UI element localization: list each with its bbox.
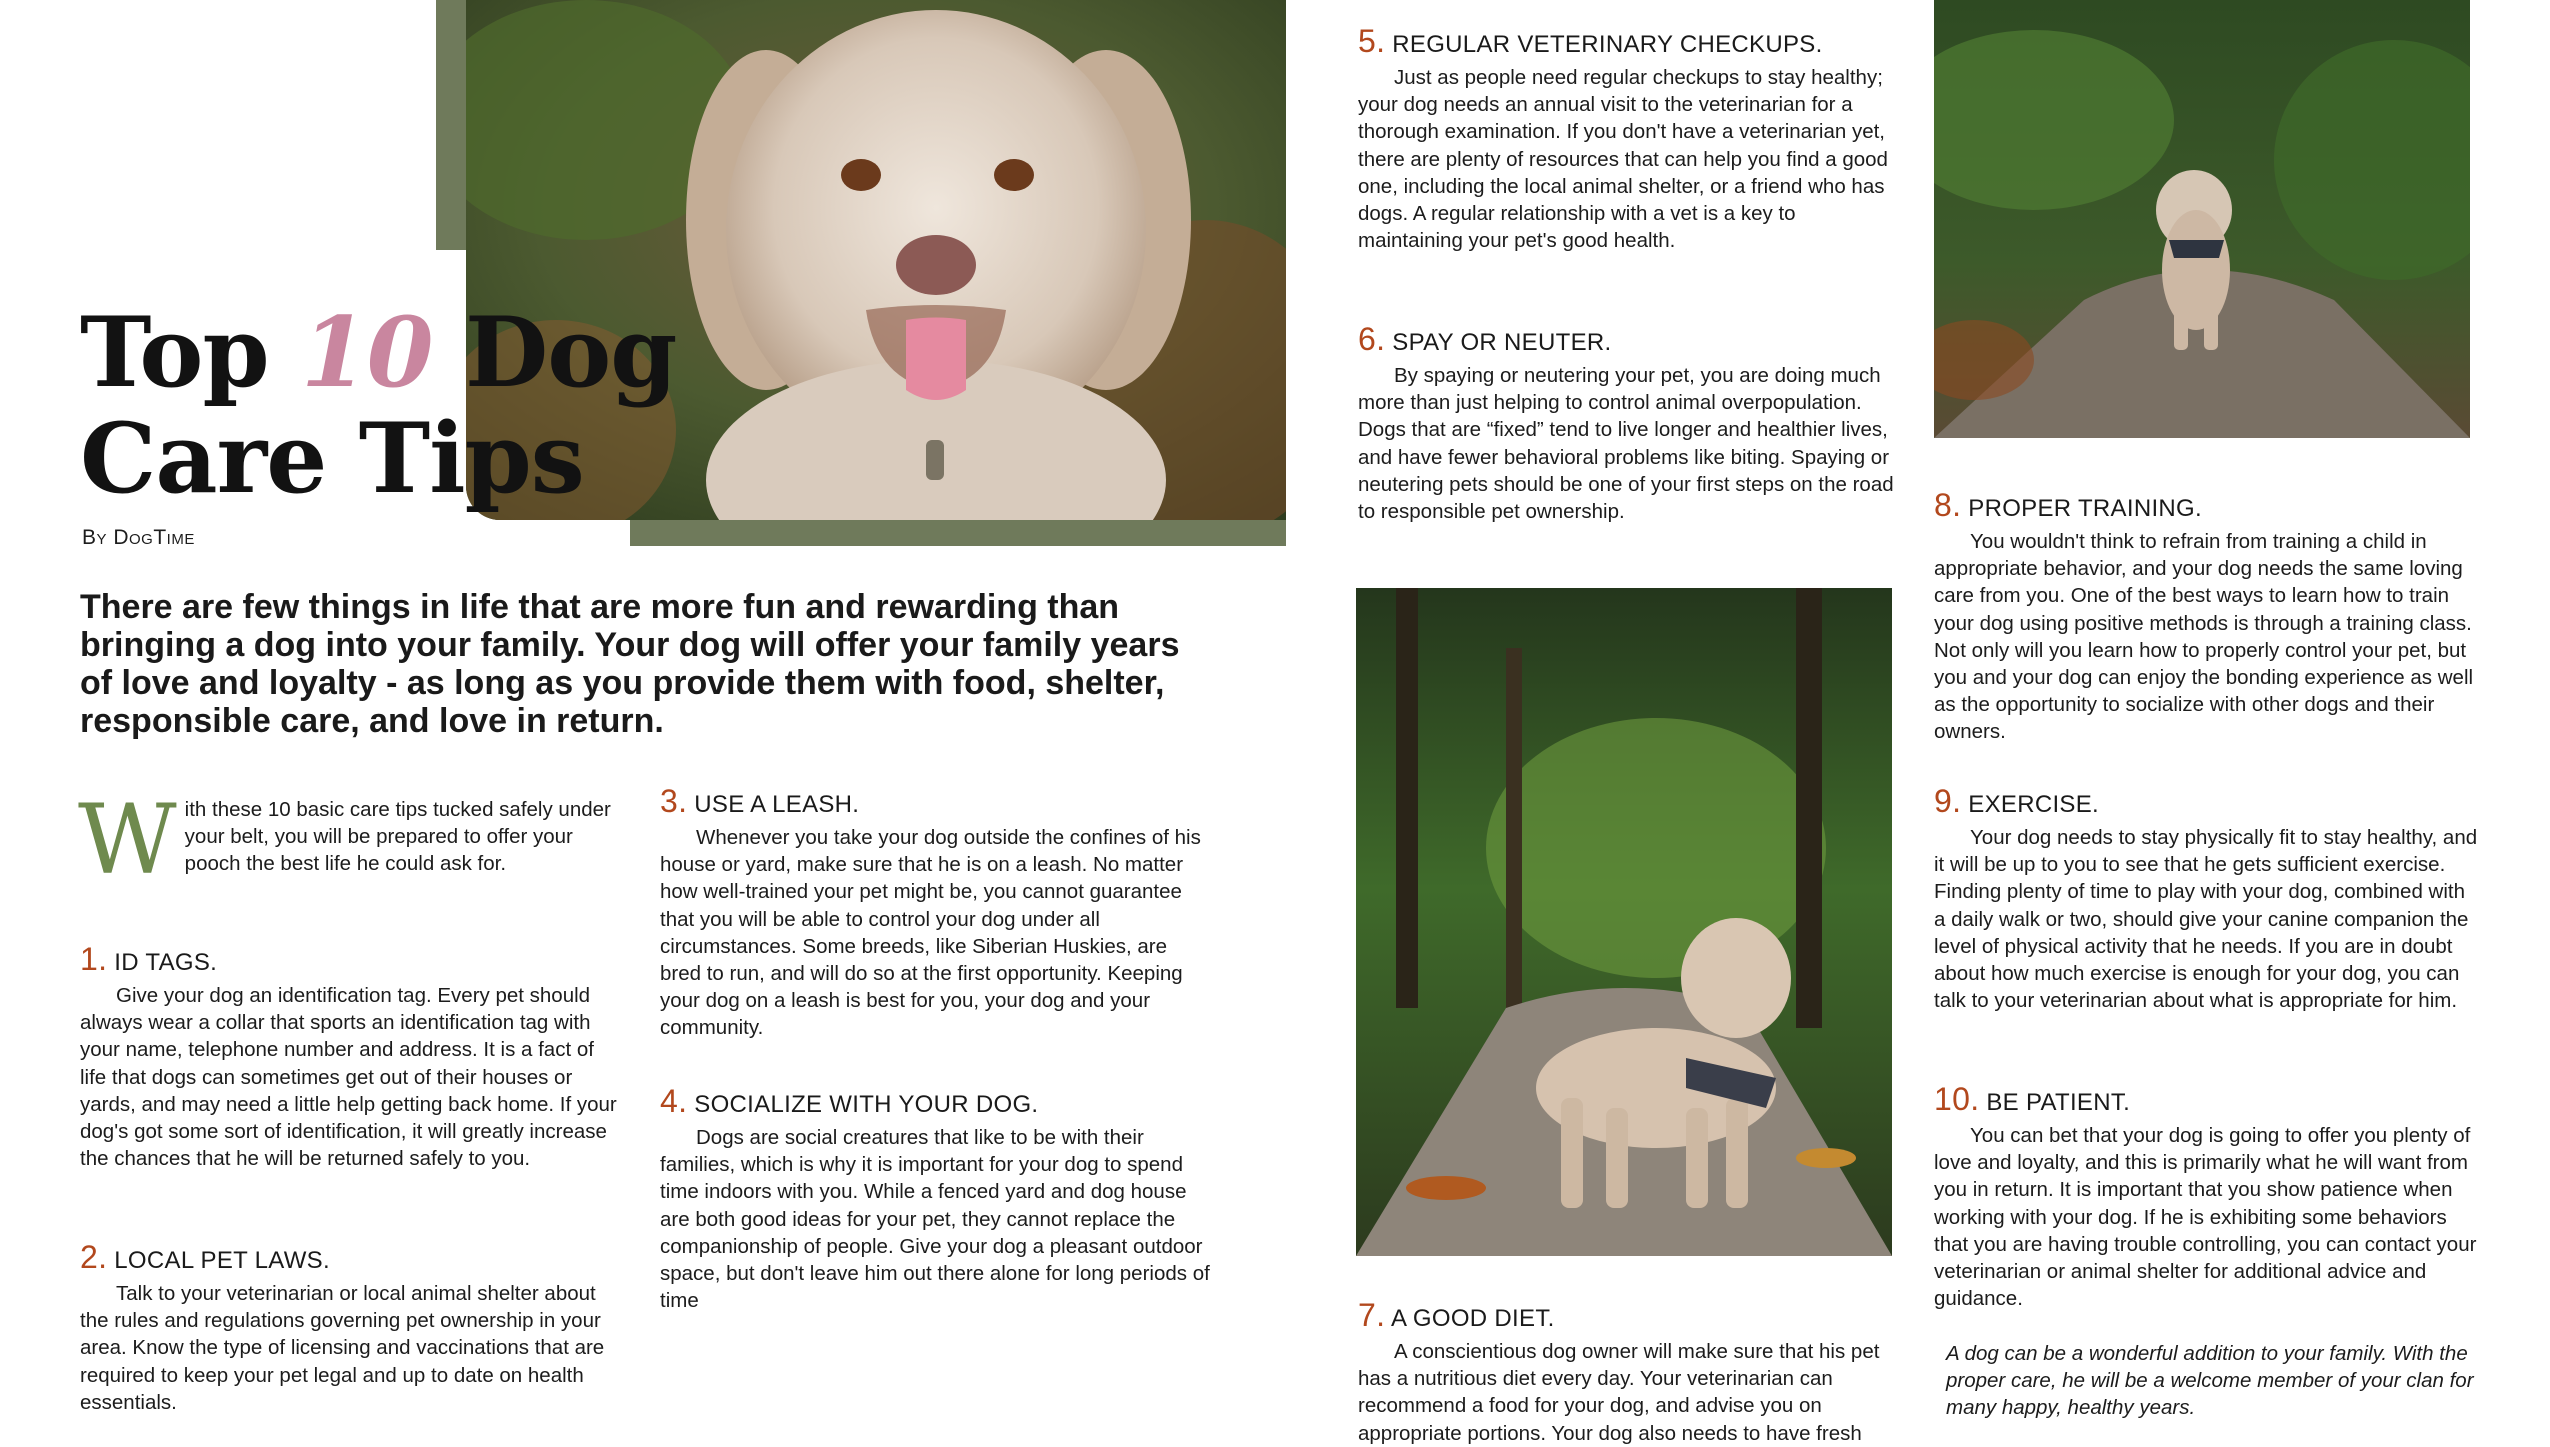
title-number: 10 xyxy=(301,296,433,409)
tip-heading xyxy=(660,783,1210,820)
tip-7 xyxy=(1358,1297,1898,1447)
tip-heading xyxy=(1358,1297,1898,1334)
tip-title: USE A LEASH. xyxy=(694,791,860,818)
tip-number: 9. xyxy=(1934,783,1962,819)
tip-title: REGULAR VETERINARY CHECKUPS. xyxy=(1392,31,1823,58)
tip-heading xyxy=(1358,321,1898,358)
tip-title: ID TAGS. xyxy=(114,949,218,976)
tip-5 xyxy=(1358,23,1898,254)
tip-heading xyxy=(1934,487,2480,524)
tip-title: LOCAL PET LAWS. xyxy=(114,1247,330,1274)
title-text-dog: Dog xyxy=(432,296,677,409)
page-title xyxy=(80,296,677,515)
tip-number: 1. xyxy=(80,941,108,977)
lede-paragraph: There are few things in life that are more fun and rewarding than bringing a dog into your family. Your dog will offer your family years of love and loyalty - as long as you provide them with food, shelter, responsible care, and love in return. xyxy=(80,588,1180,740)
tip-title: SPAY OR NEUTER. xyxy=(1392,329,1612,356)
tip-body: Your dog needs to stay physically fit to stay healthy, and it will be up to you to see that he gets sufficient exercise. Finding plenty of time to play with your dog, combined with a daily walk or two, should give your canine companion the level of physical activity that he needs. If you are in doubt about how much exercise is enough for your dog, you can talk to your veterinarian about what is appropriate for him. xyxy=(1934,826,2478,1013)
tip-number: 7. xyxy=(1358,1297,1386,1333)
intro-text: ith these 10 basic care tips tucked safely under your belt, you will be prepared to offer your pooch the best life he could ask for. xyxy=(184,798,611,876)
tip-number: 6. xyxy=(1358,321,1386,357)
closing-paragraph: A dog can be a wonderful addition to your family. With the proper care, he will be a welcome member of your clan for many happy, healthy years. xyxy=(1946,1342,2474,1420)
byline: By DogTime xyxy=(82,526,195,549)
tip-number: 3. xyxy=(660,783,688,819)
tip-9 xyxy=(1934,783,2480,1014)
tip-body: Dogs are social creatures that like to be with their families, which is why it is important for your dog to spend time indoors with you. While a fenced yard and dog house are both good ideas for your pet, they cannot replace the companionship of people. Give your dog a pleasant outdoor space, but don't leave him out there alone for long periods of time xyxy=(660,1126,1210,1313)
tip-10 xyxy=(1934,1081,2480,1312)
tip-2 xyxy=(80,1239,620,1416)
tip-6 xyxy=(1358,321,1898,525)
tip-heading xyxy=(1934,1081,2480,1118)
tip-heading xyxy=(80,941,620,978)
title-text-top: Top xyxy=(80,296,301,409)
tip-number: 8. xyxy=(1934,487,1962,523)
tip-heading xyxy=(1358,23,1898,60)
tip-body: By spaying or neutering your pet, you are doing much more than just helping to control animal overpopulation. Dogs that are “fixed” tend to live longer and healthier lives, and have fewer behavioral problems like biting. Spaying or neutering pets should be one of your first steps on the road to responsible pet ownership. xyxy=(1358,364,1894,524)
tip-heading xyxy=(1934,783,2480,820)
dog-standing-on-path-photo xyxy=(1356,588,1892,1256)
dog-walking-trail-photo xyxy=(1934,0,2470,438)
tip-body: You wouldn't think to refrain from training a child in appropriate behavior, and your dog needs the same loving care from you. One of the best ways to learn how to train your dog using positive methods is through a training class. Not only will you learn how to properly control your pet, but you and your dog can enjoy the bonding experience as well as the opportunity to socialize with other dogs and their owners. xyxy=(1934,530,2474,744)
tip-title: A GOOD DIET. xyxy=(1390,1305,1555,1332)
tip-body: Just as people need regular checkups to stay healthy; your dog needs an annual visit to the veterinarian for a thorough examination. If you don't have a veterinarian yet, there are plenty of resources that can help you find a good one, including the local animal shelter, or a friend who has dogs. A regular relationship with a vet is a key to maintaining your pet's good health. xyxy=(1358,66,1888,253)
tip-body: Give your dog an identification tag. Every pet should always wear a collar that sports an identification tag with your name, telephone number and address. It is a fact of life that dogs can sometimes get out of their houses or yards, and may need a little help getting back home. If your dog's got some sort of identification, it will greatly increase the chances that he will be returned safely to you. xyxy=(80,984,617,1171)
drop-cap: W xyxy=(78,784,177,896)
tip-body: A conscientious dog owner will make sure that his pet has a nutritious diet every day. Your veterinarian can recommend a food for your dog, and advise you on appropriate portions. Your dog also needs to have fresh xyxy=(1358,1340,1880,1445)
tip-number: 4. xyxy=(660,1083,688,1119)
tip-body: Talk to your veterinarian or local animal shelter about the rules and regulations governing pet ownership in your area. Know the type of licensing and vaccinations that are required to keep your pet legal and up to date on health essentials. xyxy=(80,1282,605,1414)
tip-title: EXERCISE. xyxy=(1968,791,2100,818)
tip-title: SOCIALIZE WITH YOUR DOG. xyxy=(694,1091,1039,1118)
tip-number: 2. xyxy=(80,1239,108,1275)
tip-body: Whenever you take your dog outside the confines of his house or yard, make sure that he is on a leash. No matter how well-trained your pet might be, you cannot guarantee that you will be able to control your dog under all circumstances. Some breeds, like Siberian Huskies, are bred to run, and will do so at the first opportunity. Keeping your dog on a leash is best for you, your dog and your community. xyxy=(660,826,1201,1040)
tip-heading xyxy=(80,1239,620,1276)
tip-heading xyxy=(660,1083,1210,1120)
tip-1 xyxy=(80,941,620,1172)
title-text-care-tips: Care Tips xyxy=(80,402,584,515)
tip-8 xyxy=(1934,487,2480,746)
tip-number: 10. xyxy=(1934,1081,1980,1117)
tip-number: 5. xyxy=(1358,23,1386,59)
tip-title: BE PATIENT. xyxy=(1986,1089,2131,1116)
tip-body: You can bet that your dog is going to offer you plenty of love and loyalty, and this is primarily what he will want from you in return. It is important that you show patience when working with your dog. If he is exhibiting some behaviors that you are having trouble controlling, you can contact your veterinarian or animal shelter for additional advice and guidance. xyxy=(1934,1124,2477,1311)
tip-3 xyxy=(660,783,1210,1042)
tip-4 xyxy=(660,1083,1210,1314)
intro-paragraph xyxy=(78,784,620,896)
tip-title: PROPER TRAINING. xyxy=(1968,495,2202,522)
